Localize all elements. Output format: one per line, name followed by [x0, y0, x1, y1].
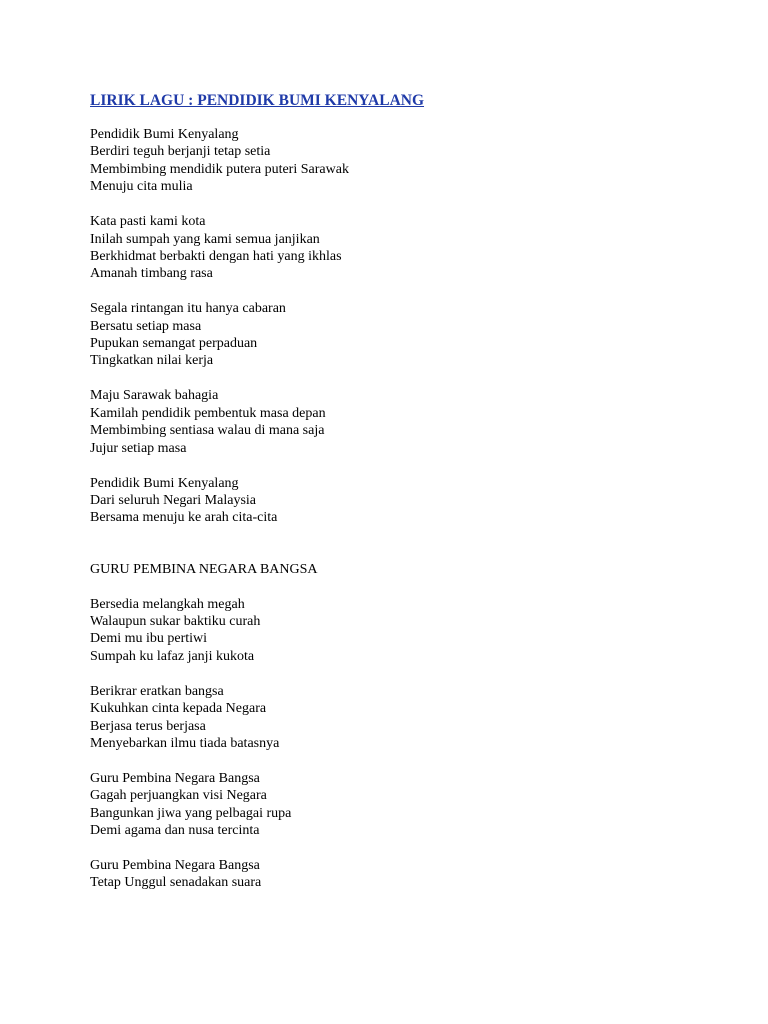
song1-stanza-1	[90, 126, 730, 196]
lyric-line: Guru Pembina Negara Bangsa	[90, 770, 260, 786]
lyric-line: Berjasa terus berjasa	[90, 718, 206, 734]
lyric-line: Berdiri teguh berjanji tetap setia	[90, 144, 271, 160]
lyric-line: Pupukan semangat perpaduan	[90, 336, 258, 352]
lyric-line: Berkhidmat berbakti dengan hati yang ikhlas	[90, 248, 342, 264]
document-title: LIRIK LAGU : PENDIDIK BUMI KENYALANG	[90, 92, 425, 109]
song1-stanza-2	[90, 213, 730, 283]
lyric-line: Guru Pembina Negara Bangsa	[90, 858, 260, 873]
lyric-line: Membimbing sentiasa walau di mana saja	[90, 423, 325, 439]
lyric-line: Pendidik Bumi Kenyalang	[90, 127, 239, 142]
lyric-line: Tingkatkan nilai kerja	[90, 353, 214, 369]
lyric-line: Demi mu ibu pertiwi	[90, 631, 208, 647]
lyric-line: Bersatu setiap masa	[90, 318, 202, 334]
song1-lyrics	[90, 126, 730, 527]
lyric-line: Kukuhkan cinta kepada Negara	[90, 701, 267, 717]
lyric-line: Membimbing mendidik putera puteri Sarawak	[90, 161, 349, 177]
lyric-line: Demi agama dan nusa tercinta	[90, 823, 260, 839]
song2-title: GURU PEMBINA NEGARA BANGSA	[90, 561, 318, 577]
lyric-line: Sumpah ku lafaz janji kukota	[90, 648, 255, 664]
song2-stanza-4	[90, 857, 730, 892]
lyric-line: Segala rintangan itu hanya cabaran	[90, 301, 286, 317]
lyric-line: Tetap Unggul senadakan suara	[90, 875, 262, 891]
lyric-line: Kamilah pendidik pembentuk masa depan	[90, 405, 326, 421]
lyric-line: Dari seluruh Negari Malaysia	[90, 492, 256, 508]
lyric-line: Jujur setiap masa	[90, 440, 187, 456]
lyric-line: Maju Sarawak bahagia	[90, 388, 219, 404]
lyric-line: Kata pasti kami kota	[90, 214, 206, 230]
song2-stanza-2	[90, 683, 730, 753]
lyric-line: Berikrar eratkan bangsa	[90, 683, 224, 699]
lyric-line: Bersedia melangkah megah	[90, 596, 245, 612]
lyric-line: Menyebarkan ilmu tiada batasnya	[90, 735, 280, 751]
lyric-line: Bangunkan jiwa yang pelbagai rupa	[90, 805, 292, 821]
lyric-line: Menuju cita mulia	[90, 179, 193, 195]
song2-stanza-1	[90, 596, 730, 666]
lyric-line: Pendidik Bumi Kenyalang	[90, 475, 239, 491]
lyric-line: Walaupun sukar baktiku curah	[90, 614, 261, 630]
song2-lyrics	[90, 596, 730, 892]
song2-stanza-3	[90, 770, 730, 840]
song1-stanza-5	[90, 475, 730, 527]
lyric-line: Gagah perjuangkan visi Negara	[90, 788, 267, 804]
lyric-line: Amanah timbang rasa	[90, 266, 213, 282]
song1-stanza-4	[90, 387, 730, 457]
lyric-line: Inilah sumpah yang kami semua janjikan	[90, 231, 320, 247]
song1-stanza-3	[90, 300, 730, 370]
document-page	[90, 92, 730, 909]
lyric-line: Bersama menuju ke arah cita-cita	[90, 510, 278, 526]
